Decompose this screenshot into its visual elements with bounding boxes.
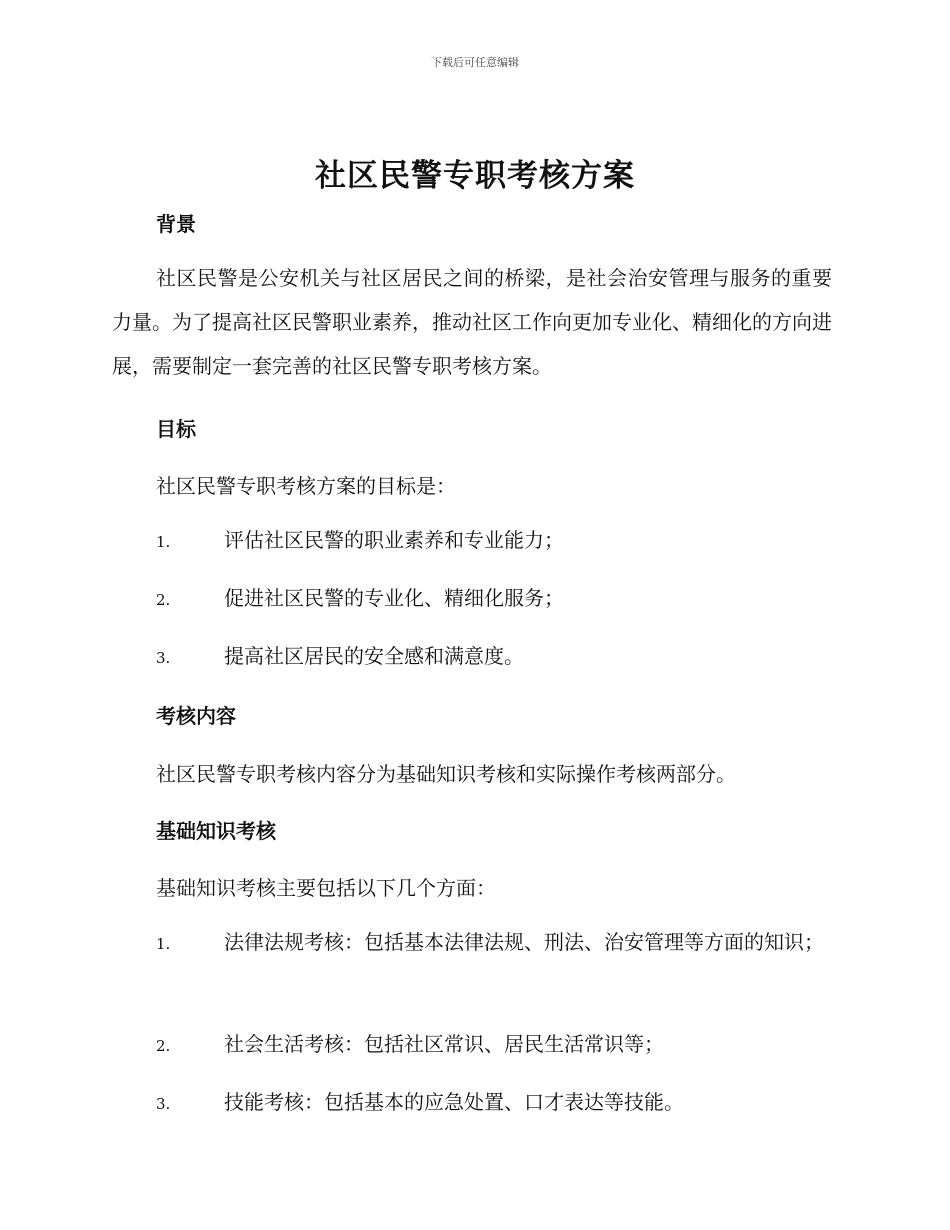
document-title: 社区民警专职考核方案 xyxy=(315,158,635,194)
list-number: 3. xyxy=(156,649,171,667)
list-number: 1. xyxy=(156,935,171,953)
goal-intro: 社区民警专职考核方案的目标是： xyxy=(156,474,456,498)
heading-goal: 目标 xyxy=(156,417,196,441)
basic-item xyxy=(112,920,834,966)
list-item-text: 技能考核：包括基本的应急处置、口才表达等技能。 xyxy=(224,1090,684,1114)
content-intro: 社区民警专职考核内容分为基础知识考核和实际操作考核两部分。 xyxy=(156,762,736,786)
list-number: 1. xyxy=(156,533,171,551)
header-note: 下载后可任意编辑 xyxy=(431,56,519,69)
list-item-text: 提高社区居民的安全感和满意度。 xyxy=(224,644,524,668)
heading-basic: 基础知识考核 xyxy=(156,819,276,843)
list-item-text: 评估社区民警的职业素养和专业能力； xyxy=(224,528,564,552)
basic-item xyxy=(112,1022,834,1068)
list-number: 2. xyxy=(156,591,171,609)
goal-item xyxy=(112,576,834,622)
basic-item xyxy=(112,1080,834,1126)
goal-item xyxy=(112,634,834,680)
heading-content: 考核内容 xyxy=(156,704,236,728)
list-item-text: 社会生活考核：包括社区常识、居民生活常识等； xyxy=(224,1032,664,1056)
list-item-text: 法律法规考核：包括基本法律法规、刑法、治安管理等方面的知识； xyxy=(224,930,824,954)
heading-background: 背景 xyxy=(156,212,196,236)
list-number: 2. xyxy=(156,1037,171,1055)
list-number: 3. xyxy=(156,1095,171,1113)
goal-item xyxy=(112,518,834,564)
basic-intro: 基础知识考核主要包括以下几个方面： xyxy=(156,876,496,900)
paragraph-background: 社区民警是公安机关与社区居民之间的桥梁，是社会治安管理与服务的重要力量。为了提高社区民警职业素养，推动社区工作向更加专业化、精细化的方向进展，需要制定一套完善的社区民警专职考核方案。 xyxy=(112,266,832,378)
list-item-text: 促进社区民警的专业化、精细化服务； xyxy=(224,586,564,610)
